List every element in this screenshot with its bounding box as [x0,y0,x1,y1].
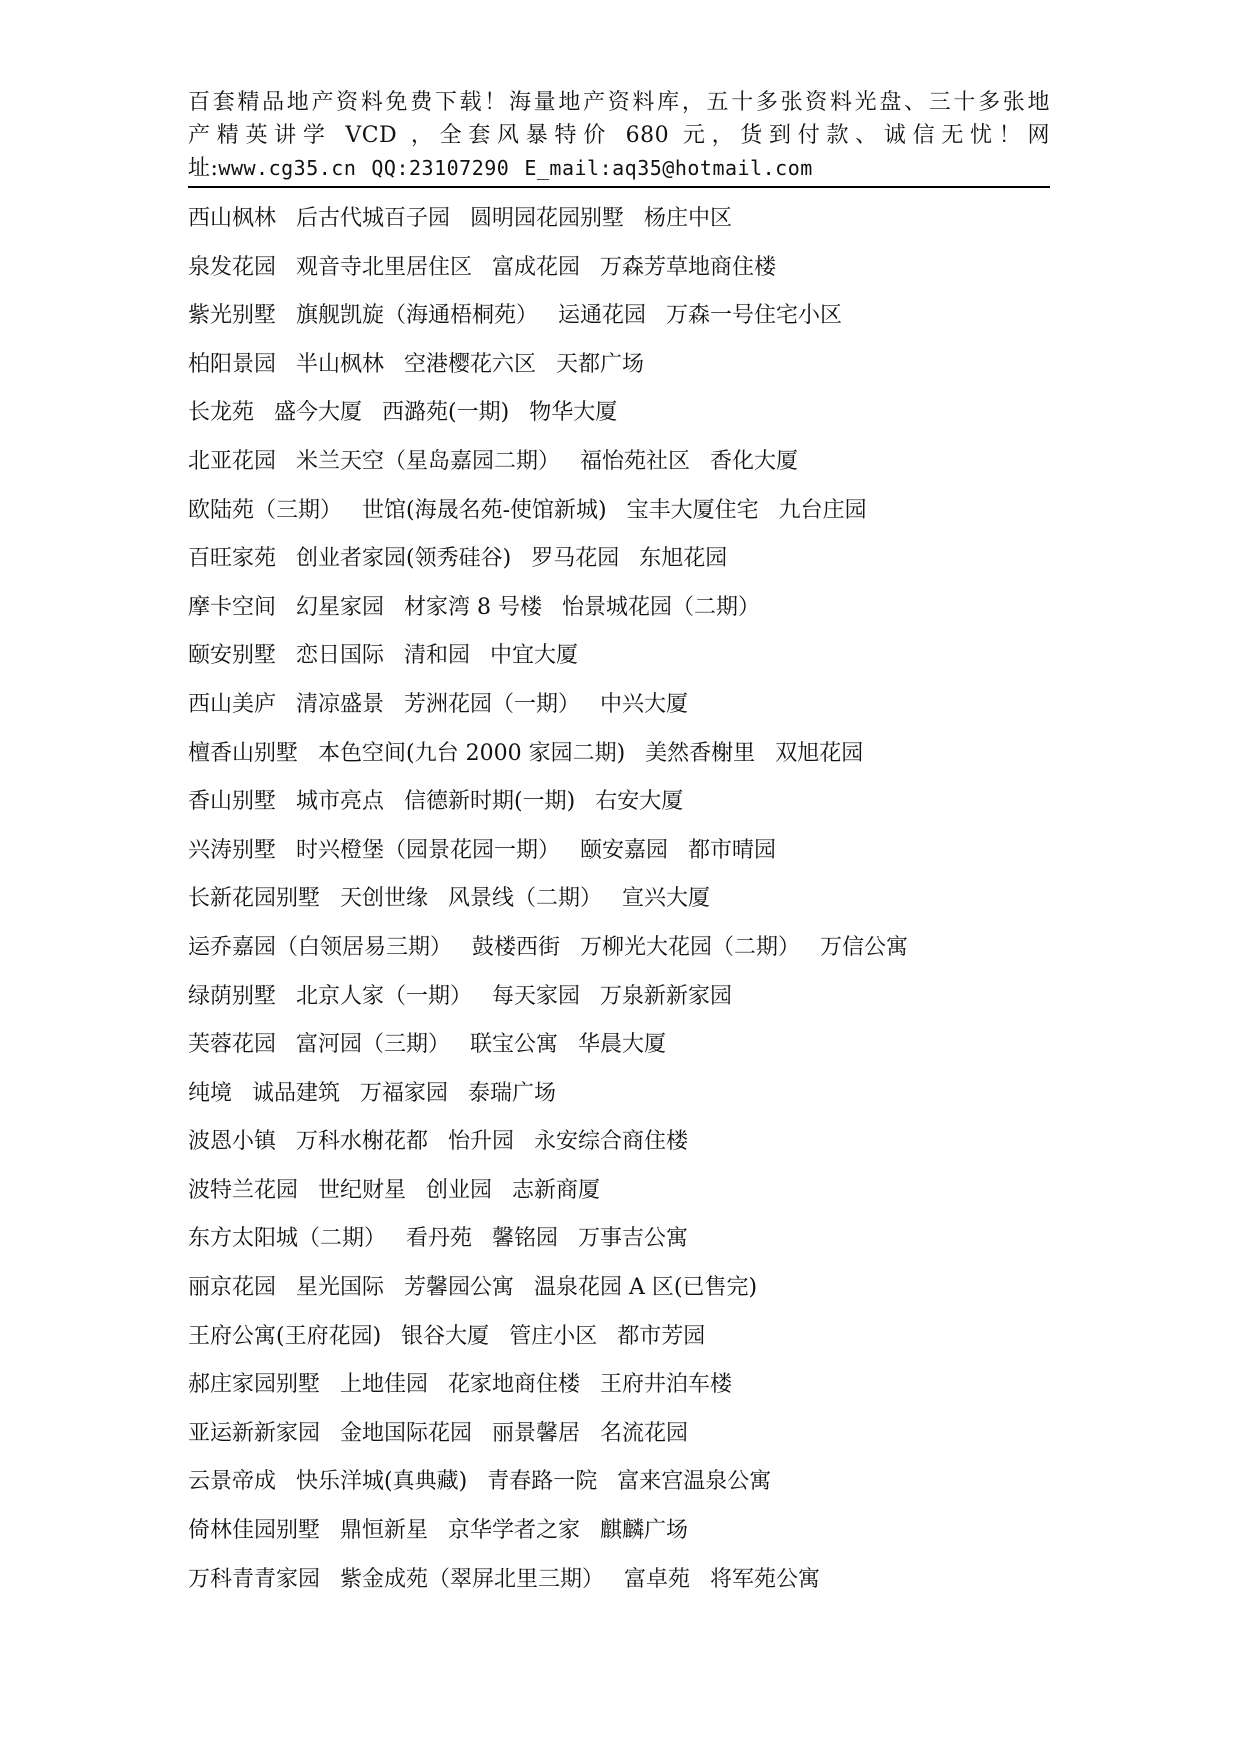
property-name: 京华学者之家 [448,1518,581,1544]
property-name: 材家湾 8 号楼 [404,594,543,620]
property-name: 风景线（二期） [448,886,603,912]
property-name: 创业园 [426,1177,493,1203]
list-row [188,1507,1068,1556]
property-name: 花家地商住楼 [448,1372,581,1398]
property-name: 百旺家苑 [188,546,277,572]
list-row [188,1021,1068,1070]
property-name: 创业者家园(领秀硅谷) [296,546,512,572]
property-name: 紫金成苑（翠屏北里三期） [340,1566,605,1592]
property-name: 天创世缘 [340,886,429,912]
property-name: 紫光别墅 [188,303,277,329]
property-name: 万森一号住宅小区 [666,303,843,329]
list-row [188,973,1068,1022]
property-name: 芙蓉花园 [188,1032,277,1058]
property-name: 万信公寓 [820,934,909,960]
property-name: 柏阳景园 [188,351,277,377]
property-name: 中宜大厦 [490,643,579,669]
property-name: 欧陆苑（三期） [188,497,343,523]
property-name: 颐安别墅 [188,643,277,669]
property-list [188,195,1068,1604]
property-name: 世纪财星 [318,1177,407,1203]
property-name: 泰瑞广场 [468,1080,557,1106]
list-row [188,827,1068,876]
property-name: 王府井泊车楼 [600,1372,733,1398]
property-name: 富河园（三期） [296,1032,451,1058]
property-name: 长新花园别墅 [188,886,321,912]
list-row [188,341,1068,390]
property-name: 福怡苑社区 [580,448,691,474]
list-row [188,1264,1068,1313]
property-name: 右安大厦 [595,789,684,815]
property-name: 泉发花园 [188,254,277,280]
property-name: 万泉新新家园 [600,983,733,1009]
email-contact[interactable]: E_mail:aq35@hotmail.com [524,156,813,180]
header-line-2: 产精英讲学 VCD ，全套风暴特价 680 元，货到付款、诚信无忧！网 [188,123,1050,148]
property-name: 鼓楼西街 [472,934,561,960]
property-name: 西潞苑(一期) [382,400,510,426]
property-name: 西山枫林 [188,206,277,231]
property-name: 倚林佳园别墅 [188,1518,321,1544]
property-name: 郝庄家园别墅 [188,1372,321,1398]
property-name: 万福家园 [360,1080,449,1106]
list-row [188,244,1068,293]
property-name: 后古代城百子园 [296,206,451,231]
property-name: 万森芳草地商住楼 [600,254,777,280]
property-name: 信德新时期(一期) [404,789,576,815]
property-name: 银谷大厦 [401,1323,490,1349]
property-name: 北亚花园 [188,448,277,474]
property-name: 亚运新新家园 [188,1420,321,1446]
property-name: 本色空间(九台 2000 家园二期) [318,740,626,766]
property-name: 金地国际花园 [340,1420,473,1446]
property-name: 城市亮点 [296,789,385,815]
property-name: 芳洲花园（一期） [404,691,581,717]
list-row [188,1361,1068,1410]
list-row [188,1556,1068,1605]
property-name: 幻星家园 [296,594,385,620]
property-name: 世馆(海晟名苑-使馆新城) [362,497,607,523]
property-name: 看丹苑 [406,1226,473,1252]
list-row [188,778,1068,827]
property-name: 观音寺北里居住区 [296,254,473,280]
property-name: 富来宫温泉公寓 [617,1469,772,1495]
property-name: 青春路一院 [487,1469,598,1495]
property-name: 怡升园 [448,1129,515,1155]
property-name: 兴涛别墅 [188,837,277,863]
property-name: 西山美庐 [188,691,277,717]
property-name: 都市晴园 [688,837,777,863]
website-link[interactable]: www.cg35.cn [218,156,357,180]
property-name: 时兴橙堡（园景花园一期） [296,837,561,863]
property-name: 万事吉公寓 [578,1226,689,1252]
list-row [188,438,1068,487]
property-name: 纯境 [188,1080,233,1106]
property-name: 鼎恒新星 [340,1518,429,1544]
property-name: 中兴大厦 [600,691,689,717]
property-name: 东旭花园 [639,546,728,572]
property-name: 快乐洋城(真典藏) [296,1469,468,1495]
list-row [188,632,1068,681]
property-name: 九台庄园 [778,497,867,523]
property-name: 颐安嘉园 [580,837,669,863]
property-name: 诚品建筑 [252,1080,341,1106]
property-name: 将军苑公寓 [710,1566,821,1592]
property-name: 志新商厦 [512,1177,601,1203]
property-name: 怡景城花园（二期） [562,594,761,620]
list-row [188,535,1068,584]
property-name: 万科水榭花都 [296,1129,429,1155]
property-name: 每天家园 [492,983,581,1009]
list-row [188,875,1068,924]
property-name: 绿荫别墅 [188,983,277,1009]
property-name: 运乔嘉园（白领居易三期） [188,934,453,960]
property-name: 管庄小区 [509,1323,598,1349]
property-name: 杨庄中区 [644,206,733,231]
property-name: 王府公寓(王府花园) [188,1323,382,1349]
property-name: 恋日国际 [296,643,385,669]
property-name: 麒麟广场 [600,1518,689,1544]
list-row [188,1215,1068,1264]
list-row [188,195,1068,244]
property-name: 富卓苑 [624,1566,691,1592]
property-name: 米兰天空（星岛嘉园二期） [296,448,561,474]
property-name: 清凉盛景 [296,691,385,717]
property-name: 双旭花园 [775,740,864,766]
list-row [188,1118,1068,1167]
property-name: 华晨大厦 [578,1032,667,1058]
property-name: 东方太阳城（二期） [188,1226,387,1252]
list-row [188,292,1068,341]
property-name: 摩卡空间 [188,594,277,620]
property-name: 富成花园 [492,254,581,280]
property-name: 盛今大厦 [274,400,363,426]
property-name: 丽景馨居 [492,1420,581,1446]
list-row [188,1070,1068,1119]
property-name: 旗舰凯旋（海通梧桐苑） [296,303,539,329]
list-row [188,389,1068,438]
property-name: 丽京花园 [188,1275,277,1301]
property-name: 圆明园花园别墅 [470,206,625,231]
property-name: 空港樱花六区 [404,351,537,377]
property-name: 半山枫林 [296,351,385,377]
property-name: 万科青青家园 [188,1566,321,1592]
header-line-1: 百套精品地产资料免费下载！海量地产资料库，五十多张资料光盘、三十多张地 [188,90,1050,115]
list-row [188,730,1068,779]
list-row [188,487,1068,536]
property-name: 运通花园 [558,303,647,329]
list-row [188,681,1068,730]
property-name: 联宝公寓 [470,1032,559,1058]
list-row [188,1167,1068,1216]
list-row [188,1458,1068,1507]
property-name: 香山别墅 [188,789,277,815]
property-name: 北京人家（一期） [296,983,473,1009]
property-name: 都市芳园 [617,1323,706,1349]
property-name: 宣兴大厦 [622,886,711,912]
header-line-3 [188,152,1050,185]
property-name: 星光国际 [296,1275,385,1301]
list-row [188,1410,1068,1459]
property-name: 永安综合商住楼 [534,1129,689,1155]
property-name: 馨铭园 [492,1226,559,1252]
property-name: 芳馨园公寓 [404,1275,515,1301]
property-name: 天都广场 [556,351,645,377]
qq-contact: QQ:23107290 [371,156,510,180]
property-name: 温泉花园 A 区(已售完) [534,1275,758,1301]
property-name: 罗马花园 [531,546,620,572]
list-row [188,924,1068,973]
property-name: 香化大厦 [710,448,799,474]
property-name: 波特兰花园 [188,1177,299,1203]
property-name: 宝丰大厦住宅 [626,497,759,523]
property-name: 名流花园 [600,1420,689,1446]
property-name: 波恩小镇 [188,1129,277,1155]
property-name: 美然香榭里 [645,740,756,766]
property-name: 物华大厦 [529,400,618,426]
property-name: 万柳光大花园（二期） [580,934,801,960]
header-notice [188,86,1050,185]
list-row [188,584,1068,633]
header-divider [188,186,1050,188]
property-name: 长龙苑 [188,400,255,426]
property-name: 上地佳园 [340,1372,429,1398]
list-row [188,1313,1068,1362]
property-name: 云景帝成 [188,1469,277,1495]
property-name: 檀香山别墅 [188,740,299,766]
website-prefix: 址: [188,156,219,181]
property-name: 清和园 [404,643,471,669]
